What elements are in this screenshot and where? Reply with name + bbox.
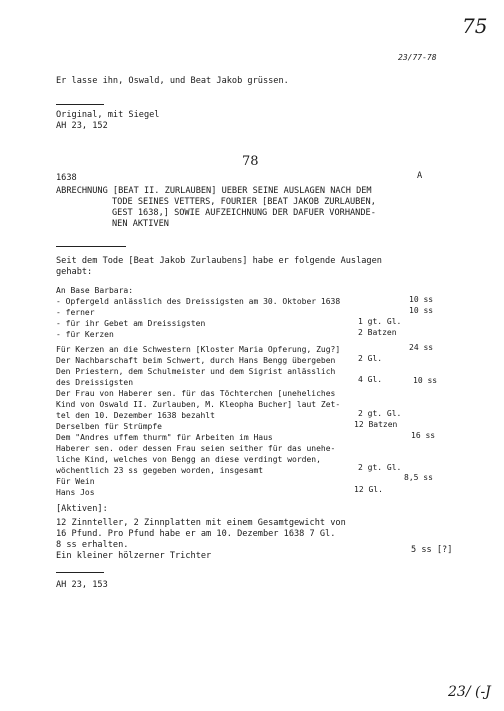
entry-text: Hans Jos bbox=[56, 488, 95, 497]
entry-text: Haberer sen. oder dessen Frau seien seither für das unehe- bbox=[56, 444, 336, 453]
entry-text: Für Kerzen an die Schwestern [Kloster Maria Opferung, Zug?] bbox=[56, 345, 341, 354]
divider-rule bbox=[56, 572, 104, 573]
aktiven-line: 12 Zinnteller, 2 Zinnplatten mit einem Gesamtgewicht von bbox=[56, 518, 346, 528]
entry-text: - Opfergeld anlässlich des Dreissigsten am 30. Oktober 1638 bbox=[56, 297, 341, 306]
source-reference: AH 23, 152 bbox=[56, 121, 108, 131]
divider-rule bbox=[56, 246, 126, 247]
aktiven-line: 8 ss erhalten. bbox=[56, 540, 129, 550]
entry-text: Für Wein bbox=[56, 477, 95, 486]
entry-text: Dem "Andres uffem thurm" für Arbeiten im Haus bbox=[56, 433, 273, 442]
handwritten-page-number: 75 bbox=[462, 14, 488, 38]
entry-amount: 1 gt. Gl. bbox=[358, 317, 402, 326]
entry-text: wöchentlich 23 ss gegeben worden, insgesamt bbox=[56, 466, 264, 475]
heading-line-4: NEN AKTIVEN bbox=[112, 219, 169, 229]
heading-line-2: TODE SEINES VETTERS, FOURIER [BEAT JAKOB ZURLAUBEN, bbox=[112, 197, 376, 207]
entry-amount-right: 24 ss bbox=[409, 343, 434, 352]
document-letter: A bbox=[417, 171, 423, 181]
entry-text: tel den 10. Dezember 1638 bezahlt bbox=[56, 411, 215, 420]
aktiven-line: Ein kleiner hölzerner Trichter bbox=[56, 551, 212, 561]
entry-text: liche Kind, welches von Bengg an diese verdingt worden, bbox=[56, 455, 321, 464]
entry-text: Kind von Oswald II. Zurlauben, M. Kleopha Bucher] laut Zet- bbox=[56, 400, 341, 409]
entry-amount: 12 Gl. bbox=[354, 485, 383, 494]
handwritten-mark: 23/ (-J bbox=[448, 684, 491, 700]
divider-rule bbox=[56, 104, 104, 105]
intro-line-1: Seit dem Tode [Beat Jakob Zurlaubens] habe er folgende Auslagen bbox=[56, 256, 382, 266]
aktiven-line: 16 Pfund. Pro Pfund habe er am 10. Dezember 1638 7 Gl. bbox=[56, 529, 336, 539]
entry-amount: 2 Batzen bbox=[358, 328, 397, 337]
entry-amount-right: 10 ss bbox=[409, 306, 434, 315]
entry-amount-right: 10 ss bbox=[413, 376, 438, 385]
entry-amount: 12 Batzen bbox=[354, 420, 398, 429]
document-year: 1638 bbox=[56, 173, 77, 183]
entry-amount: 2 gt. Gl. bbox=[358, 463, 402, 472]
archive-reference: 23/77-78 bbox=[398, 53, 437, 62]
heading-line-1: ABRECHNUNG [BEAT II. ZURLAUBEN] UEBER SEINE AUSLAGEN NACH DEM bbox=[56, 186, 372, 196]
entry-text: - ferner bbox=[56, 308, 95, 317]
source-original: Original, mit Siegel bbox=[56, 110, 160, 120]
entry-amount-right: 8,5 ss bbox=[404, 473, 433, 482]
entry-amount: 2 gt. Gl. bbox=[358, 409, 402, 418]
entry-amount-right: 10 ss bbox=[409, 295, 434, 304]
entry-amount: 4 Gl. bbox=[358, 375, 383, 384]
footer-source: AH 23, 153 bbox=[56, 580, 108, 590]
entry-text: des Dreissigsten bbox=[56, 378, 134, 387]
entry-amount: 2 Gl. bbox=[358, 354, 383, 363]
intro-line-2: gehabt: bbox=[56, 267, 93, 277]
entry-text: An Base Barbara: bbox=[56, 286, 134, 295]
entry-text: Der Frau von Haberer sen. für das Töchterchen [uneheliches bbox=[56, 389, 336, 398]
entry-text: Der Nachbarschaft beim Schwert, durch Hans Bengg übergeben bbox=[56, 356, 336, 365]
document-number: 78 bbox=[242, 154, 259, 169]
heading-line-3: GEST 1638,] SOWIE AUFZEICHNUNG DER DAFUER VORHANDE- bbox=[112, 208, 376, 218]
aktiven-amount: 5 ss [?] bbox=[411, 545, 453, 555]
aktiven-label: [Aktiven]: bbox=[56, 504, 108, 514]
greeting-line: Er lasse ihn, Oswald, und Beat Jakob grüssen. bbox=[56, 76, 289, 86]
entry-text: Derselben für Strümpfe bbox=[56, 422, 162, 431]
entry-amount-right: 16 ss bbox=[411, 431, 436, 440]
entry-text: Den Priestern, dem Schulmeister und dem Sigrist anlässlich bbox=[56, 367, 336, 376]
entry-text: - für Kerzen bbox=[56, 330, 114, 339]
entry-text: - für ihr Gebet am Dreissigsten bbox=[56, 319, 206, 328]
